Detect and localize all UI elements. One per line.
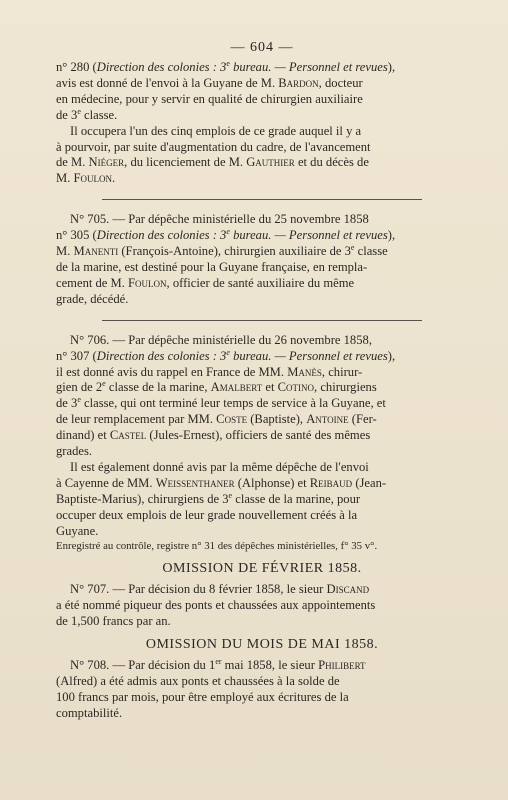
text-line: de 1,500 francs par an. [56,614,171,629]
section-heading-february: OMISSION DE FÉVRIER 1858. [162,561,362,577]
section-heading-may: OMISSION DU MOIS DE MAI 1858. [145,637,379,653]
text-line: N° 708. — Par décision du 1er mai 1858, le sieur Philibert [70,658,366,673]
text-line: avis est donné de l'envoi à la Guyane de M. Bardon, docteur [56,75,363,90]
text-line: N° 707. — Par décision du 8 février 1858, le sieur Discand [70,582,370,597]
text-line: en médecine, pour y servir en qualité de chirurgien auxiliaire [56,91,363,106]
text-line: gien de 2e classe de la marine, Amalbert et Cotino, chirurgiens [56,380,377,395]
text-line: n° 307 (Direction des colonies : 3e bureau. — Personnel et revues), [56,348,396,363]
text-line: occuper deux emplois de leur grade nouvellement créés à la [56,507,358,522]
entry-708 [56,658,468,722]
text-line: grades. [56,444,93,459]
text-line: M. Foulon. [56,171,116,186]
text-line: N° 706. — Par dépêche ministérielle du 26 novembre 1858, [70,332,372,347]
text-line: de 3e classe, qui ont terminé leur temps de service à la Guyane, et [56,396,386,411]
text-line: de M. Niéger, du licenciement de M. Gauthier et du décès de [56,155,369,170]
text-line: Baptiste-Marius), chirurgiens de 3e classe de la marine, pour [56,491,361,506]
text-line: Il est également donné avis par la même dépêche de l'envoi [70,459,369,474]
text-line: de leur remplacement par MM. Coste (Baptiste), Antoine (Fer- [56,412,377,427]
page-number: — 604 — [230,40,294,55]
text-line: de la marine, est destiné pour la Guyane française, en rempla- [56,259,368,274]
text-line: de 3e classe. [56,107,118,122]
text-line: M. Manenti (François-Antoine), chirurgien auxiliaire de 3e classe [56,244,388,259]
divider [102,199,422,200]
text-line: (Alfred) a été admis aux ponts et chaussées à la solde de [56,674,340,689]
entry-706 [56,333,468,555]
text-line: n° 280 (Direction des colonies : 3e bureau. — Personnel et revues), [56,60,396,74]
text-line: à pourvoir, par suite d'augmentation du cadre, de l'avancement [56,139,371,154]
entry-705 [56,212,468,307]
text-line: n° 305 (Direction des colonies : 3e bureau. — Personnel et revues), [56,228,396,243]
text-line: N° 705. — Par dépêche ministérielle du 25 novembre 1858 [70,212,369,227]
text-line: comptabilité. [56,705,123,720]
text-line: 100 francs par mois, pour être employé aux écritures de la [56,690,349,704]
text-line: il est donné avis du rappel en France de MM. Manès, chirur- [56,364,363,379]
text-line: grade, décédé. [56,291,129,306]
text-line: dinand) et Castel (Jules-Ernest), officiers de santé des mêmes [56,428,371,443]
text-line: Il occupera l'un des cinq emplois de ce grade auquel il y a [70,123,362,138]
registration-note: Enregistré au contrôle, registre n° 31 des dépêches ministérielles, f° 35 v°. [56,540,378,553]
text-line: Guyane. [56,523,99,538]
text-line: a été nommé piqueur des ponts et chaussées aux appointements [56,598,376,613]
entry-continuation [56,60,468,187]
divider [102,320,422,321]
entry-707 [56,582,468,630]
text-line: cement de M. Foulon, officier de santé auxiliaire du même [56,275,355,290]
text-line: à Cayenne de MM. Weissenthaner (Alphonse) et Reibaud (Jean- [56,475,387,490]
